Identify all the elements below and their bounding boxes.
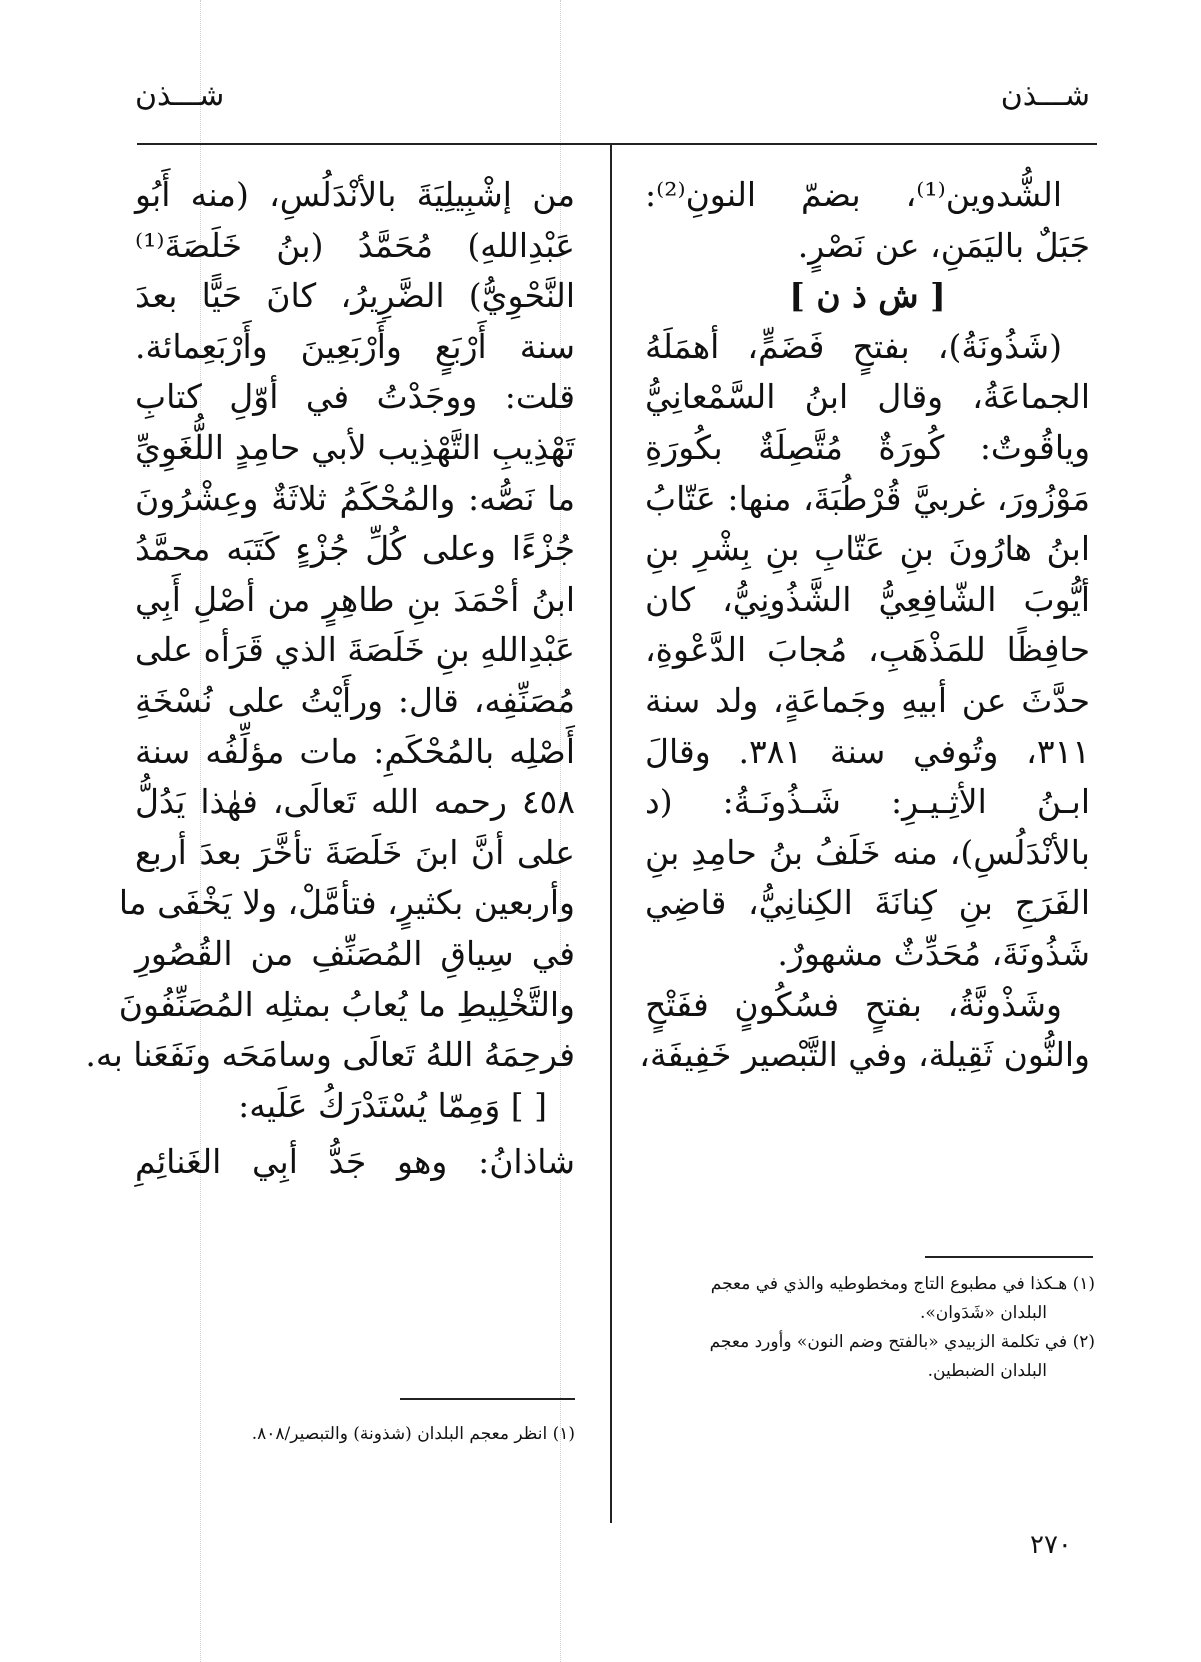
text-line: قلت: ووجَدْتُ في أوّلِ كتابِ xyxy=(135,377,575,417)
header-rule xyxy=(137,143,1097,145)
text-line: حدَّثَ عن أبيهِ وجَماعَةٍ، ولد سنة xyxy=(645,680,1090,720)
text-line: عَبْدِاللهِ) مُحَمَّدُ (بنُ خَلَصَةَ⁽¹⁾ xyxy=(135,225,575,265)
footnote-text: في تكلمة الزبيدي «بالفتح وضم النون» وأورد معجم xyxy=(709,1332,1068,1352)
running-header-right: شـــذن xyxy=(1000,78,1090,113)
text-line: عَبْدِاللهِ بنِ خَلَصَةَ الذي قَرَأه على xyxy=(134,630,575,670)
text-line: [ ] وَمِمّا يُسْتَدْرَكُ عَلَيه: xyxy=(238,1085,547,1125)
footnote-rule-left xyxy=(400,1398,575,1400)
text-line: وشَذْونَّةُ، بفتحٍ فسُكُونٍ ففَتْحٍ xyxy=(645,984,1062,1024)
text-line: جَبَلٌ باليَمَنِ، عن نَصْرٍ. xyxy=(797,225,1090,265)
footnote-rule-right xyxy=(925,1256,1093,1258)
footnote-continuation: البلدان «شَدَوان». xyxy=(920,1303,1047,1323)
text-line: شاذانُ: وهو جَدُّ أبِي الغَنائِمِ xyxy=(135,1142,575,1182)
footnote-text: انظر معجم البلدان (شذونة) والتبصير/٨٠٨. xyxy=(251,1424,548,1444)
text-line: (شَذُونَةُ)، بفتحٍ فَضَمٍّ، أهمَلَهُ xyxy=(645,326,1062,366)
text-line: ابنُ أحْمَدَ بنِ طاهِرٍ من أصْلِ أَبِي xyxy=(135,579,575,619)
footnote xyxy=(135,1420,575,1449)
running-header-left: شـــذن xyxy=(135,78,225,113)
text-line: النَّحْوِيُّ) الضَّرِيرُ، كانَ حَيًّا بعدَ xyxy=(135,276,575,316)
text-line: من إشْبِيلِيَةَ بالأنْدَلُسِ، (منه أَبُو xyxy=(135,175,575,214)
text-line: والتَّخْلِيطِ ما يُعابُ بمثلِه المُصَنِّفُونَ xyxy=(118,984,575,1024)
text-line: مُصَنِّفِه، قال: ورأَيْتُ على نُسْخَةِ xyxy=(135,680,575,720)
text-line: فرحِمَهُ اللهُ تَعالَى وسامَحَه ونَفَعَنا به. xyxy=(85,1035,575,1075)
text-line: أيُّوبَ الشّافِعِيُّ الشَّذُونِيُّ، كان xyxy=(645,579,1090,619)
text-line: سنة أَرْبَعٍ وأَرْبَعِينَ وأَرْبَعِمائة. xyxy=(135,326,575,366)
footnote-number: (١) xyxy=(552,1424,575,1444)
text-line: أَصْلِه بالمُحْكَمِ: مات مؤلِّفُه سنة xyxy=(135,731,575,771)
text-line: بالأنْدَلُسِ)، منه خَلَفُ بنُ حامِدِ بنِ xyxy=(645,832,1090,872)
footnotes-left xyxy=(135,1420,575,1449)
text-line: ابنُ هارُونَ بنِ عَتّابِ بنِ بِشْرِ بنِ xyxy=(645,529,1090,569)
page-number: ٢٧٠ xyxy=(1030,1530,1072,1560)
text-line: والنُّون ثَقِيلة، وفي التَّبْصير خَفِيفَة، xyxy=(639,1035,1090,1075)
text-line: في سِياقِ المُصَنِّفِ من القُصُورِ xyxy=(135,933,575,973)
right-column xyxy=(639,170,1090,1081)
footnote-number: (١) xyxy=(1072,1274,1095,1294)
text-line: شَذُونَةَ، مُحَدِّثٌ مشهورٌ. xyxy=(777,933,1090,973)
text-line: مَوْزُورَ، غربيَّ قُرْطُبَةَ، منها: عَتّابُ xyxy=(645,478,1090,518)
text-line: ٣١١، وتُوفي سنة ٣٨١. وقالَ xyxy=(645,731,1090,771)
section-heading: [ ش ذ ن ] xyxy=(789,276,946,316)
text-line: الشُّدوين⁽¹⁾، بضمّ النونِ⁽²⁾: xyxy=(645,175,1062,214)
left-column xyxy=(85,170,575,1188)
footnote xyxy=(650,1270,1095,1299)
text-line: الفَرَجِ بنِ كِنانَةَ الكِنانِيُّ، قاضِي xyxy=(645,883,1090,923)
footnote-number: (٢) xyxy=(1072,1332,1095,1352)
footnote xyxy=(650,1328,1095,1357)
footnote-continuation: البلدان الضبطين. xyxy=(927,1361,1047,1381)
text-line: ما نَصُّه: والمُحْكَمُ ثلاثَةٌ وعِشْرُونَ xyxy=(135,478,575,518)
text-line: ٤٥٨ رحمه الله تَعالَى، فهٰذا يَدُلُّ xyxy=(135,782,575,822)
footnotes-right xyxy=(650,1270,1095,1386)
text-line: على أنَّ ابنَ خَلَصَةَ تأخَّرَ بعدَ أربع xyxy=(135,832,575,872)
text-line: الجماعَةُ، وقال ابنُ السَّمْعانِيُّ xyxy=(645,377,1090,417)
text-line: وأربعين بكثيرٍ، فتأمَّلْ، ولا يَخْفَى ما xyxy=(118,883,575,923)
text-line: جُزْءًا وعلى كُلِّ جُزْءٍ كَتَبَه محمَّدُ xyxy=(135,529,575,569)
text-line: حافِظًا للمَذْهَبِ، مُجابَ الدَّعْوةِ، xyxy=(645,630,1090,670)
text-line: ابـنُ الأثِـيـرِ: شَـذُونَـةُ: (د xyxy=(645,782,1090,822)
footnote-text: هـكذا في مطبوع التاج ومخطوطيه والذي في معجم xyxy=(710,1274,1068,1294)
column-divider xyxy=(610,143,612,1523)
text-line: تَهْذِيبِ التَّهْذِيب لأبي حامِدٍ اللُّغَوِيِّ xyxy=(135,427,575,467)
text-line: وياقُوتٌ: كُورَةٌ مُتَّصِلَةٌ بكُورَةِ xyxy=(645,427,1090,467)
